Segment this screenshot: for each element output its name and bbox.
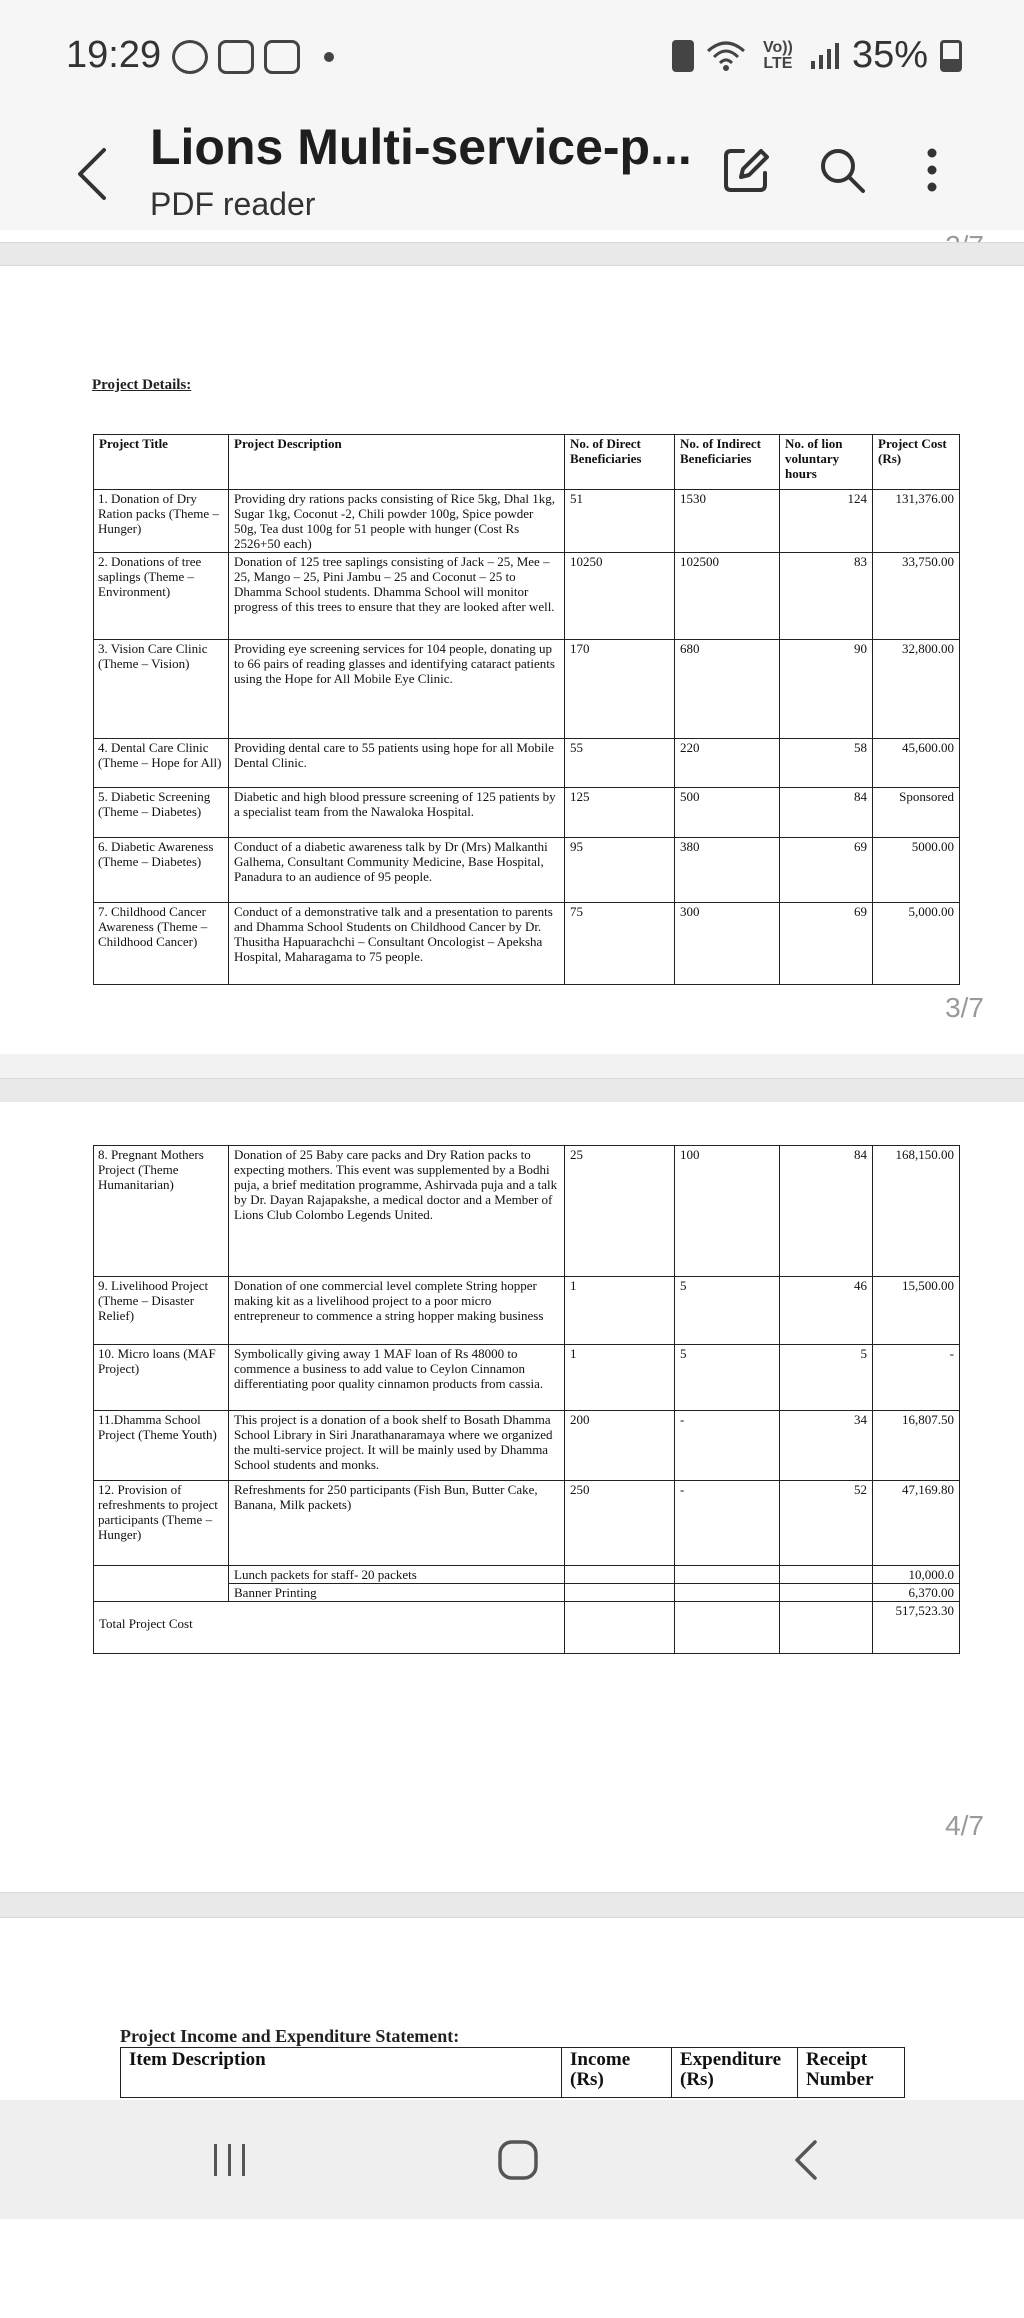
- table-row: [94, 1411, 960, 1481]
- project-description-cell: Donation of 125 tree saplings consisting of Jack – 25, Mee – 25, Mango – 25, Pini Jambu – 25 and Coconut – 25 to Dhamma School students. Dhamma School will monitor progress of this trees to ensure that they are looked after well.: [229, 553, 565, 640]
- project-cost-cell: -: [873, 1345, 960, 1411]
- project-title-cell: 2. Donations of tree saplings (Theme – Environment): [94, 553, 229, 640]
- project-cost-cell: 33,750.00: [873, 553, 960, 640]
- voluntary-hours-cell: 124: [780, 490, 873, 553]
- voluntary-hours-cell: 90: [780, 640, 873, 739]
- column-header: Project Description: [229, 435, 565, 490]
- indirect-beneficiaries-cell: 5: [675, 1277, 780, 1345]
- project-cost-cell: 5,000.00: [873, 903, 960, 985]
- indirect-beneficiaries-cell: 5: [675, 1345, 780, 1411]
- table-row: [94, 1277, 960, 1345]
- voluntary-hours-cell: 69: [780, 838, 873, 903]
- page-separator: [0, 242, 1024, 266]
- pdf-page-4: [0, 1102, 1024, 1892]
- back-nav-button[interactable]: [766, 2128, 846, 2192]
- recent-apps-icon: [210, 2140, 250, 2180]
- page-separator: [0, 1892, 1024, 1918]
- indirect-beneficiaries-cell: -: [675, 1411, 780, 1481]
- project-title-cell: 8. Pregnant Mothers Project (Theme Humanitarian): [94, 1146, 229, 1277]
- table-row: [94, 640, 960, 739]
- project-title-cell: 6. Diabetic Awareness (Theme – Diabetes): [94, 838, 229, 903]
- income-statement-heading: Project Income and Expenditure Statement:: [120, 2026, 460, 2046]
- table-row: [94, 739, 960, 788]
- navigation-bar: [0, 2100, 1024, 2219]
- more-options-button[interactable]: [902, 140, 962, 200]
- table-row: [94, 788, 960, 838]
- status-bar: [0, 0, 1024, 110]
- table-row: [94, 1481, 960, 1566]
- direct-beneficiaries-cell: 10250: [565, 553, 675, 640]
- voicemail-icon: [218, 40, 254, 74]
- project-description-cell: Providing eye screening services for 104 people, donating up to 66 pairs of reading glasses and identifying cataract patients using the Hope for All Mobile Eye Clinic.: [229, 640, 565, 739]
- project-description-cell: Refreshments for 250 participants (Fish Bun, Butter Cake, Banana, Milk packets): [229, 1481, 565, 1566]
- search-button[interactable]: [812, 140, 872, 200]
- voluntary-hours-cell: 34: [780, 1411, 873, 1481]
- column-header: No. of Direct Beneficiaries: [565, 435, 675, 490]
- battery-icon: [940, 40, 962, 72]
- project-title-cell: 4. Dental Care Clinic (Theme – Hope for All): [94, 739, 229, 788]
- app-bar: [0, 110, 1024, 250]
- total-label: Total Project Cost: [94, 1602, 565, 1654]
- table-row: [94, 490, 960, 553]
- direct-beneficiaries-cell: 200: [565, 1411, 675, 1481]
- table-row: [94, 838, 960, 903]
- direct-beneficiaries-cell: 55: [565, 739, 675, 788]
- project-cost-cell: Sponsored: [873, 788, 960, 838]
- home-button[interactable]: [478, 2128, 558, 2192]
- indirect-beneficiaries-cell: 680: [675, 640, 780, 739]
- recent-apps-button[interactable]: [190, 2128, 270, 2192]
- status-right: [672, 34, 962, 77]
- voluntary-hours-cell: 52: [780, 1481, 873, 1566]
- extra-item-cost: 10,000.0: [873, 1566, 960, 1584]
- project-cost-cell: 5000.00: [873, 838, 960, 903]
- direct-beneficiaries-cell: 95: [565, 838, 675, 903]
- table-row: [94, 553, 960, 640]
- direct-beneficiaries-cell: 25: [565, 1146, 675, 1277]
- extra-item-description: Banner Printing: [229, 1584, 565, 1602]
- project-description-cell: Symbolically giving away 1 MAF loan of Rs 48000 to commence a business to add value to Ceylon Cinnamon differentiating poor quality cinnamon products from cassia.: [229, 1345, 565, 1411]
- page-separator: [0, 1078, 1024, 1104]
- indirect-beneficiaries-cell: 100: [675, 1146, 780, 1277]
- signal-icon: [810, 41, 840, 71]
- direct-beneficiaries-cell: 250: [565, 1481, 675, 1566]
- battery-saver-icon: [672, 40, 694, 72]
- voluntary-hours-cell: 5: [780, 1345, 873, 1411]
- voluntary-hours-cell: 84: [780, 1146, 873, 1277]
- indirect-beneficiaries-cell: 300: [675, 903, 780, 985]
- indirect-beneficiaries-cell: 220: [675, 739, 780, 788]
- table-header-row: [121, 2048, 905, 2098]
- project-title-cell: 11.Dhamma School Project (Theme Youth): [94, 1411, 229, 1481]
- column-header: Project Title: [94, 435, 229, 490]
- column-header: No. of Indirect Beneficiaries: [675, 435, 780, 490]
- project-description-cell: Providing dry rations packs consisting of Rice 5kg, Dhal 1kg, Sugar 1kg, Coconut -2, Chili powder 100g, Spice powder 50g, Tea dust 100g for 51 people with hunger (Cost Rs 2526+50 each): [229, 490, 565, 553]
- status-time: 19:29: [66, 34, 162, 76]
- direct-beneficiaries-cell: 51: [565, 490, 675, 553]
- battery-percent: 35%: [851, 34, 928, 76]
- extra-item-description: Lunch packets for staff- 20 packets: [229, 1566, 565, 1584]
- column-header: Expenditure (Rs): [672, 2048, 798, 2098]
- back-icon: [791, 2138, 821, 2182]
- project-details-heading: Project Details:: [92, 377, 192, 393]
- project-title-cell: 10. Micro loans (MAF Project): [94, 1345, 229, 1411]
- project-description-cell: Donation of 25 Baby care packs and Dry Ration packs to expecting mothers. This event was supplemented by a Bodhi puja, a brief meditation programme, Ashirvada puja and a talk by Dr. Dayan Rajapakshe, a medical doctor and a Member of Lions Club Colombo Legends United.: [229, 1146, 565, 1277]
- chevron-left-icon: [74, 144, 110, 204]
- total-value: 517,523.30: [873, 1602, 960, 1654]
- table-row: [94, 1566, 960, 1584]
- volte-indicator: Vo)) LTE: [762, 38, 793, 72]
- voluntary-hours-cell: 83: [780, 553, 873, 640]
- project-title-cell: 9. Livelihood Project (Theme – Disaster Relief): [94, 1277, 229, 1345]
- direct-beneficiaries-cell: 1: [565, 1277, 675, 1345]
- table-row: [94, 1584, 960, 1602]
- project-description-cell: Donation of one commercial level complete String hopper making kit as a livelihood project to a poor micro entrepreneur to commence a string hopper making business: [229, 1277, 565, 1345]
- project-cost-cell: 32,800.00: [873, 640, 960, 739]
- whatsapp-icon: [172, 40, 208, 74]
- page-number: 3/7: [945, 992, 984, 1023]
- project-title-cell: 5. Diabetic Screening (Theme – Diabetes): [94, 788, 229, 838]
- document-title: Lions Multi-service-p...: [150, 119, 692, 175]
- voluntary-hours-cell: 58: [780, 739, 873, 788]
- indirect-beneficiaries-cell: 500: [675, 788, 780, 838]
- indirect-beneficiaries-cell: 1530: [675, 490, 780, 553]
- voluntary-hours-cell: 69: [780, 903, 873, 985]
- direct-beneficiaries-cell: 1: [565, 1345, 675, 1411]
- income-statement-table: [120, 2047, 905, 2098]
- project-details-table-continued: [93, 1145, 960, 1654]
- project-description-cell: Conduct of a demonstrative talk and a presentation to parents and Dhamma School Students on Childhood Cancer by Dr. Thusitha Hapuarachchi – Consultant Oncologist – Apeksha Hospital, Maharagama to 75 people.: [229, 903, 565, 985]
- project-cost-cell: 131,376.00: [873, 490, 960, 553]
- project-cost-cell: 45,600.00: [873, 739, 960, 788]
- indirect-beneficiaries-cell: -: [675, 1481, 780, 1566]
- project-cost-cell: 16,807.50: [873, 1411, 960, 1481]
- more-vertical-icon: [922, 145, 942, 195]
- voluntary-hours-cell: 46: [780, 1277, 873, 1345]
- table-header-row: [94, 435, 960, 490]
- project-cost-cell: 15,500.00: [873, 1277, 960, 1345]
- edit-button[interactable]: [716, 140, 776, 200]
- voluntary-hours-cell: 84: [780, 788, 873, 838]
- indirect-beneficiaries-cell: 102500: [675, 553, 780, 640]
- column-header: Income (Rs): [562, 2048, 672, 2098]
- pdf-page-previous: [0, 230, 1024, 242]
- indirect-beneficiaries-cell: 380: [675, 838, 780, 903]
- project-cost-cell: 47,169.80: [873, 1481, 960, 1566]
- project-description-cell: Providing dental care to 55 patients using hope for all Mobile Dental Clinic.: [229, 739, 565, 788]
- total-row: [94, 1602, 960, 1654]
- search-icon: [817, 145, 867, 195]
- more-notifications-dot-icon: [324, 52, 334, 62]
- direct-beneficiaries-cell: 170: [565, 640, 675, 739]
- project-title-cell: 3. Vision Care Clinic (Theme – Vision): [94, 640, 229, 739]
- column-header: Item Description: [121, 2048, 562, 2098]
- project-description-cell: This project is a donation of a book shelf to Bosath Dhamma School Library in Siri Jnarathanaramaya where we organized the multi-service project. It will be mainly used by Dhamma School students and monks.: [229, 1411, 565, 1481]
- gallery-icon: [264, 40, 300, 74]
- direct-beneficiaries-cell: 75: [565, 903, 675, 985]
- notification-icons: [172, 40, 334, 74]
- direct-beneficiaries-cell: 125: [565, 788, 675, 838]
- project-cost-cell: 168,150.00: [873, 1146, 960, 1277]
- project-details-table: [93, 434, 960, 985]
- project-title-cell: 1. Donation of Dry Ration packs (Theme – Hunger): [94, 490, 229, 553]
- table-row: [94, 1345, 960, 1411]
- project-description-cell: Conduct of a diabetic awareness talk by Dr (Mrs) Malkanthi Galhema, Consultant Community Medicine, Base Hospital, Panadura to an audience of 95 people.: [229, 838, 565, 903]
- wifi-icon: [706, 39, 746, 73]
- project-description-cell: Diabetic and high blood pressure screening of 125 patients by a specialist team from the Nawaloka Hospital.: [229, 788, 565, 838]
- back-button[interactable]: [62, 136, 122, 212]
- edit-icon: [721, 145, 771, 195]
- pdf-page-3: [0, 266, 1024, 1054]
- app-subtitle: PDF reader: [150, 186, 316, 222]
- table-row: [94, 903, 960, 985]
- extra-item-cost: 6,370.00: [873, 1584, 960, 1602]
- column-header: Receipt Number: [798, 2048, 905, 2098]
- pdf-viewer[interactable]: [0, 250, 1024, 2100]
- column-header: No. of lion voluntary hours: [780, 435, 873, 490]
- column-header: Project Cost (Rs): [873, 435, 960, 490]
- project-title-cell: 12. Provision of refreshments to project participants (Theme – Hunger): [94, 1481, 229, 1566]
- page-number: 4/7: [945, 1810, 984, 1841]
- table-row: [94, 1146, 960, 1277]
- project-title-cell: 7. Childhood Cancer Awareness (Theme – Childhood Cancer): [94, 903, 229, 985]
- home-icon: [496, 2138, 540, 2182]
